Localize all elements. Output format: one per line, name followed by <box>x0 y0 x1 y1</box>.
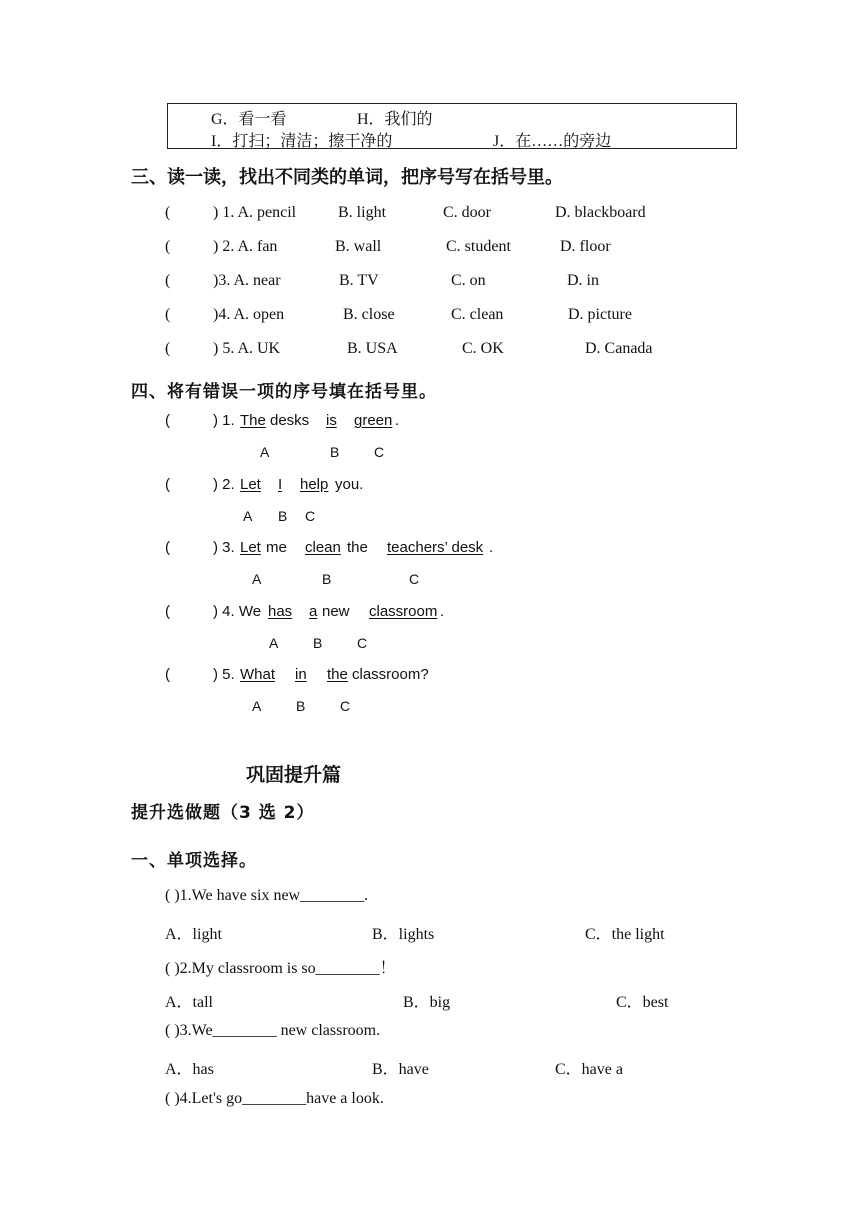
answer-paren[interactable]: ( <box>165 238 171 255</box>
answer-paren[interactable]: ( <box>165 306 171 323</box>
option-c: C. on <box>451 272 486 289</box>
sentence-end: . <box>440 603 445 620</box>
label-a: A <box>252 571 262 587</box>
option-c: C. OK <box>462 340 504 357</box>
mcq-option-c[interactable]: C．best <box>616 994 669 1011</box>
underlined-b: I <box>278 476 283 493</box>
underlined-a: Let <box>240 539 261 556</box>
plain-word: me <box>266 539 287 556</box>
option-d: D. blackboard <box>555 204 646 221</box>
mcq-stem: ( )3.We________ new classroom. <box>165 1022 381 1039</box>
underlined-c: teachers’ desk <box>387 539 484 556</box>
sentence-end: . <box>489 539 494 556</box>
option-d: D. picture <box>568 306 632 323</box>
label-b: B <box>322 571 332 587</box>
question-number: ) 2. <box>213 476 235 493</box>
question-number: ) 1. <box>213 412 235 429</box>
question-number: ) 4. We <box>213 603 262 620</box>
label-c: C <box>340 698 351 714</box>
question-number: ) 3. <box>213 539 235 556</box>
label-b: B <box>330 444 340 460</box>
underlined-b: a <box>309 603 318 620</box>
answer-paren[interactable]: ( <box>165 539 170 556</box>
mcq-option-c[interactable]: C．the light <box>585 926 665 943</box>
vocab-h: H．我们的 <box>357 111 433 128</box>
mcq-stem: ( )1.We have six new________. <box>165 887 369 904</box>
vocab-g: G．看一看 <box>211 111 287 128</box>
option-a: )4. A. open <box>213 306 285 323</box>
answer-paren[interactable]: ( <box>165 272 171 289</box>
option-d: D. Canada <box>585 340 653 357</box>
mcq-option-b[interactable]: B．big <box>403 994 451 1011</box>
option-b: B. USA <box>347 340 398 357</box>
label-c: C <box>305 508 316 524</box>
mcq-option-b[interactable]: B．lights <box>372 926 435 943</box>
option-c: C. door <box>443 204 491 221</box>
label-b: B <box>278 508 288 524</box>
part2-heading: 一、单项选择。 <box>131 851 257 871</box>
mcq-stem: ( )4.Let's go________have a look. <box>165 1090 384 1107</box>
option-a: ) 1. A. pencil <box>213 204 297 221</box>
underlined-c: classroom <box>369 603 438 620</box>
underlined-c: green <box>354 412 393 429</box>
label-a: A <box>269 635 279 651</box>
underlined-b: clean <box>305 539 341 556</box>
answer-paren[interactable]: ( <box>165 204 171 221</box>
underlined-a: Let <box>240 476 261 493</box>
answer-paren[interactable]: ( <box>165 603 170 620</box>
mcq-option-a[interactable]: A．tall <box>165 994 213 1011</box>
mcq-option-a[interactable]: A．has <box>165 1061 214 1078</box>
section4-heading: 四、将有错误一项的序号填在括号里。 <box>131 382 437 402</box>
label-c: C <box>357 635 368 651</box>
option-a: ) 5. A. UK <box>213 340 281 357</box>
underlined-a: What <box>240 666 276 683</box>
option-b: B. wall <box>335 238 382 255</box>
mcq-option-a[interactable]: A．light <box>165 926 222 943</box>
underlined-b: is <box>326 412 337 429</box>
mcq-option-c[interactable]: C．have a <box>555 1061 623 1078</box>
option-d: D. in <box>567 272 599 289</box>
label-a: A <box>260 444 270 460</box>
plain-word: the <box>347 539 368 556</box>
option-b: B. light <box>338 204 387 221</box>
underlined-c: help <box>300 476 329 493</box>
part-subtitle: 提升选做题（3 选 2） <box>131 803 315 823</box>
option-c: C. clean <box>451 306 504 323</box>
label-c: C <box>409 571 420 587</box>
vocab-j: J．在……的旁边 <box>493 133 612 150</box>
label-b: B <box>313 635 323 651</box>
sentence-end: you. <box>335 476 364 493</box>
option-b: B. TV <box>339 272 379 289</box>
underlined-b: in <box>295 666 307 683</box>
answer-paren[interactable]: ( <box>165 340 171 357</box>
label-a: A <box>243 508 253 524</box>
label-c: C <box>374 444 385 460</box>
plain-word: new <box>322 603 350 620</box>
answer-paren[interactable]: ( <box>165 666 170 683</box>
option-a: )3. A. near <box>213 272 281 289</box>
mcq-option-b[interactable]: B．have <box>372 1061 429 1078</box>
section3-heading: 三、读一读，找出不同类的单词，把序号写在括号里。 <box>131 167 563 188</box>
underlined-a: has <box>268 603 293 620</box>
question-number: ) 5. <box>213 666 235 683</box>
sentence-end: . <box>395 412 400 429</box>
option-c: C. student <box>446 238 511 255</box>
part-title: 巩固提升篇 <box>246 764 342 786</box>
label-a: A <box>252 698 262 714</box>
label-b: B <box>296 698 306 714</box>
vocab-i: I．打扫；清洁；擦干净的 <box>211 133 393 150</box>
option-d: D. floor <box>560 238 611 255</box>
answer-paren[interactable]: ( <box>165 476 170 493</box>
mcq-stem: ( )2.My classroom is so________！ <box>165 960 396 977</box>
sentence-end: classroom? <box>352 666 429 683</box>
plain-word: desks <box>270 412 310 429</box>
option-b: B. close <box>343 306 395 323</box>
answer-paren[interactable]: ( <box>165 412 170 429</box>
underlined-a: The <box>240 412 266 429</box>
underlined-c: the <box>327 666 348 683</box>
option-a: ) 2. A. fan <box>213 238 278 255</box>
